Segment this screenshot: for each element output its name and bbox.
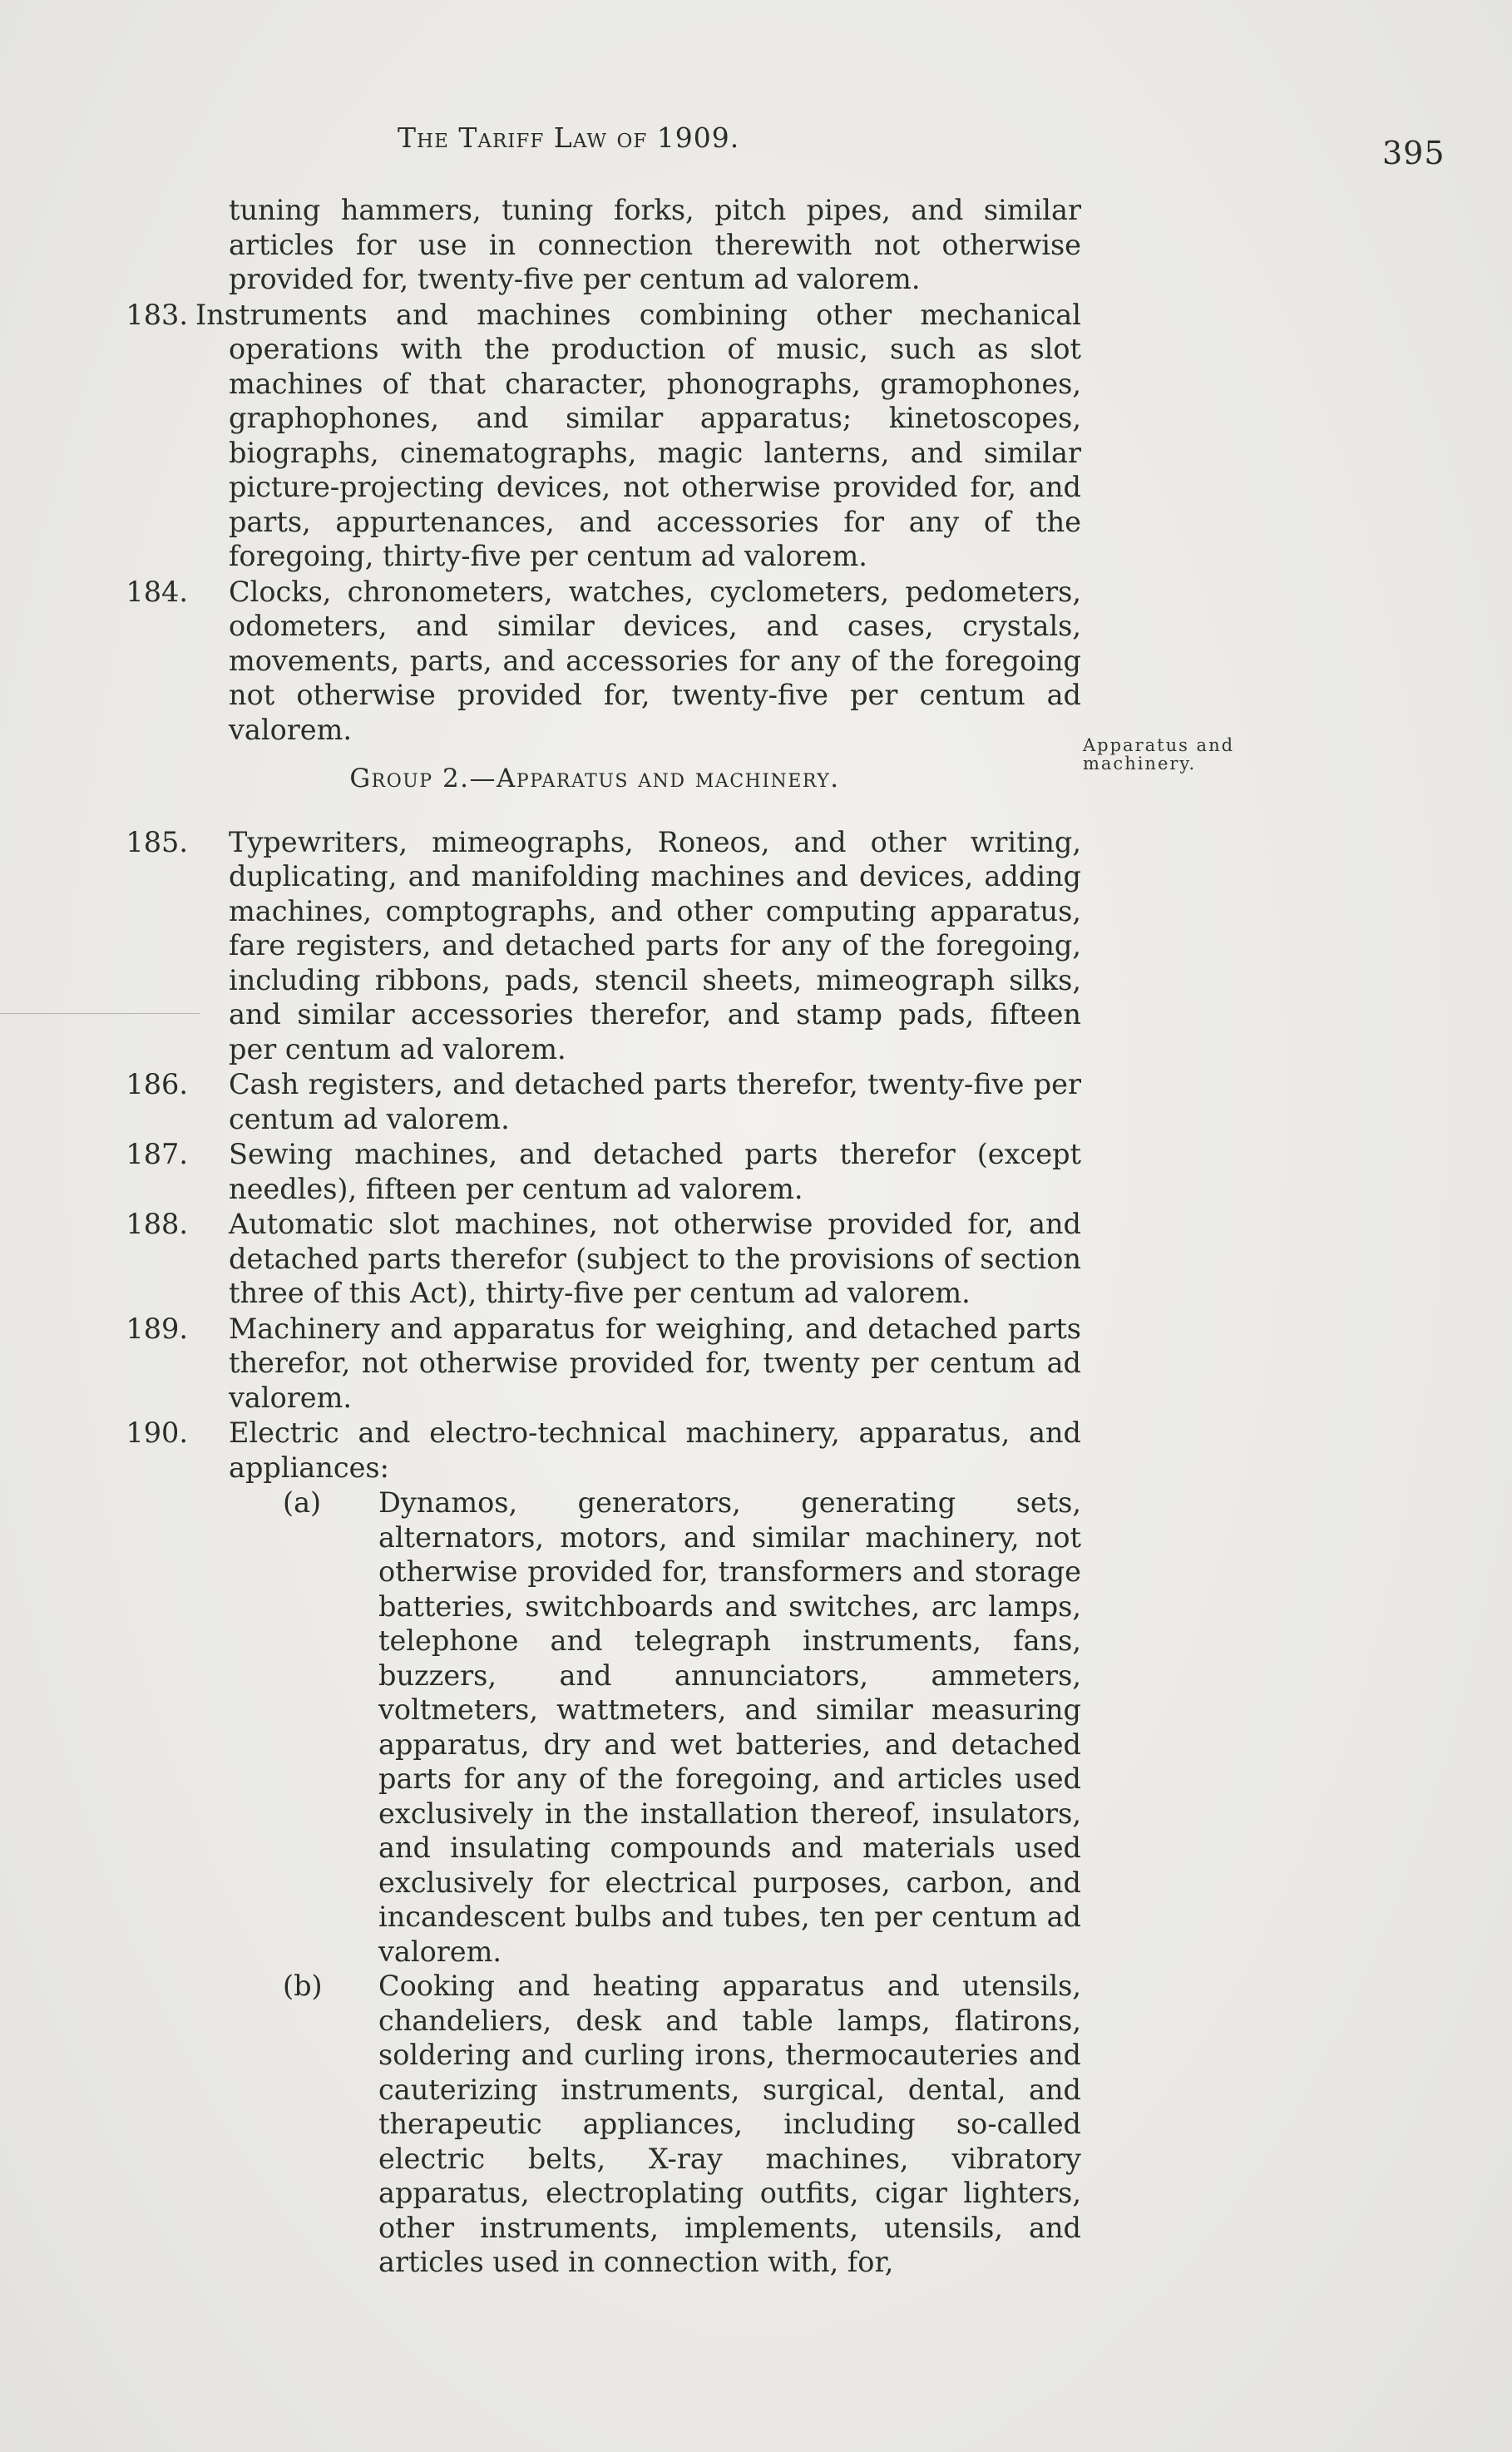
margin-note: Apparatus and machinery. xyxy=(1083,735,1235,774)
paragraph-184 xyxy=(108,575,1081,748)
paragraph-text: Clocks, chronometers, watches, cyclometers, pedometers, odometers, and similar devices, and cases, crystals, movements, parts, and accessories for any of the foregoing not otherwise provided for, twenty-five per centum ad valorem. xyxy=(229,575,1081,746)
paragraph-text: Typewriters, mimeographs, Roneos, and other writing, duplicating, and manifolding machines and devices, adding machines, comptographs, and other computing apparatus, fare registers, and detached parts for any of the foregoing, including ribbons, pads, stencil sheets, mimeograph silks, and similar accessories therefor, and stamp pads, fifteen per centum ad valorem. xyxy=(229,825,1081,1065)
subparagraph-a xyxy=(233,1486,1081,1969)
paragraph-190 xyxy=(108,1416,1081,1485)
paragraph-text: Automatic slot machines, not otherwise provided for, and detached parts therefor (subject to the provisions of section three of this Act), thirty-five per centum ad valorem. xyxy=(229,1208,1081,1309)
subparagraph-text: Dynamos, generators, generating sets, alternators, motors, and similar machinery, not otherwise provided for, transformers and storage batteries, switchboards and switches, arc lamps, telephone and telegraph instruments, fans, buzzers, and annunciators, ammeters, voltmeters, wattmeters, and similar measuring apparatus, dry and wet batteries, and detached parts for any of the foregoing, and articles used exclusively in the installation thereof, insulators, and insulating compounds and materials used exclusively for electrical purposes, carbon, and incandescent bulbs and tubes, ten per centum ad valorem. xyxy=(378,1486,1081,1968)
subparagraph-letter: (a) xyxy=(283,1486,322,1519)
paragraph-number: 183. xyxy=(126,298,188,331)
paragraph-number: 188. xyxy=(126,1208,188,1240)
paragraph-number: 184. xyxy=(126,575,188,608)
paragraph-number: 187. xyxy=(126,1138,188,1170)
paragraph-text: tuning hammers, tuning forks, pitch pipes, and similar articles for use in connection therewith not otherwise provided for, twenty-five per centum ad valorem. xyxy=(229,194,1081,295)
paragraph-continuation xyxy=(108,193,1081,297)
paragraph-185 xyxy=(108,825,1081,1067)
paragraph-text: Electric and electro-technical machinery, apparatus, and appliances: xyxy=(229,1416,1081,1484)
paragraph-187 xyxy=(108,1137,1081,1206)
paragraph-number: 190. xyxy=(126,1416,188,1449)
body-text xyxy=(108,193,1081,2280)
paragraph-188 xyxy=(108,1207,1081,1311)
page-number: 395 xyxy=(1382,135,1445,171)
paragraph-text: Cash registers, and detached parts therefor, twenty-five per centum ad valorem. xyxy=(229,1068,1081,1135)
paragraph-text: Sewing machines, and detached parts therefor (except needles), fifteen per centum ad valorem. xyxy=(229,1138,1081,1205)
paragraph-text: Machinery and apparatus for weighing, and detached parts therefor, not otherwise provided for, twenty per centum ad valorem. xyxy=(229,1312,1081,1414)
running-head: The Tariff Law of 1909. xyxy=(398,121,740,154)
subparagraph-letter: (b) xyxy=(283,1970,323,2002)
subparagraph-text: Cooking and heating apparatus and utensils, chandeliers, desk and table lamps, flatirons, soldering and curling irons, thermocauteries and cauterizing instruments, surgical, dental, and therapeutic appliances, including so-called electric belts, X-ray machines, vibratory apparatus, electroplating outfits, cigar lighters, other instruments, implements, utensils, and articles used in connection with, for, xyxy=(378,1970,1081,2278)
paragraph-text: Instruments and machines combining other mechanical operations with the production of music, such as slot machines of that character, phonographs, gramophones, graphophones, and similar apparatus; kinetoscopes, biographs, cinematographs, magic lanterns, and similar picture-projecting devices, not otherwise provided for, and parts, appurtenances, and accessories for any of the foregoing, thirty-five per centum ad valorem. xyxy=(195,298,1081,572)
paragraph-183 xyxy=(108,298,1081,574)
paragraph-number: 186. xyxy=(126,1068,188,1100)
paragraph-189 xyxy=(108,1312,1081,1416)
paragraph-number: 185. xyxy=(126,825,188,858)
group-heading: Group 2.—Apparatus and machinery. xyxy=(349,764,840,793)
paragraph-186 xyxy=(108,1067,1081,1136)
subparagraph-b xyxy=(233,1969,1081,2280)
paragraph-number: 189. xyxy=(126,1312,188,1345)
